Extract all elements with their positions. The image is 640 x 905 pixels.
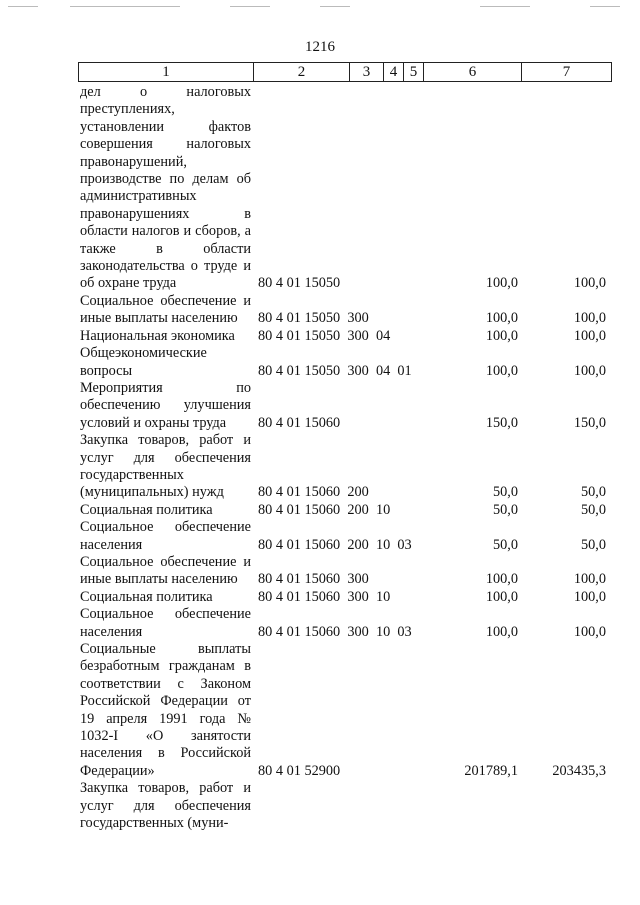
row-amount-col6: 100,0 xyxy=(485,571,518,588)
row-description: Закупка товаров, работ и услуг для обеспечения государственных (муниципальных) нужд xyxy=(80,432,251,501)
table-row xyxy=(0,502,640,519)
page-number: 1216 xyxy=(305,39,335,55)
row-budget-code: 80 4 01 15060 300 10 xyxy=(258,588,391,605)
row-budget-code: 80 4 01 15050 300 04 xyxy=(258,327,391,344)
row-budget-code: 80 4 01 15050 300 xyxy=(258,310,369,327)
row-amount-col7: 203435,3 xyxy=(552,762,606,779)
row-amount-col7: 50,0 xyxy=(580,536,606,553)
column-header-7: 7 xyxy=(521,63,611,81)
row-budget-code: 80 4 01 52900 xyxy=(258,762,341,779)
table-row xyxy=(0,606,640,641)
row-amount-col6: 50,0 xyxy=(492,484,518,501)
column-header-4: 4 xyxy=(383,63,403,81)
table-row xyxy=(0,432,640,502)
column-header-3: 3 xyxy=(349,63,383,81)
table-row xyxy=(0,780,640,832)
table-row xyxy=(0,554,640,589)
column-header-6: 6 xyxy=(423,63,521,81)
table-row xyxy=(0,589,640,606)
row-budget-code: 80 4 01 15060 200 10 xyxy=(258,501,391,518)
row-description: дел о налоговых преступлениях, установлении фактов совершения налоговых правонарушений, производстве по делам об административных правонарушениях в области налогов и сборов, а также в области законодательства о труде и об охране труда xyxy=(80,84,251,292)
row-amount-col6: 150,0 xyxy=(485,414,518,431)
row-amount-col7: 100,0 xyxy=(573,327,606,344)
table-row xyxy=(0,345,640,380)
row-amount-col6: 100,0 xyxy=(485,588,518,605)
row-amount-col7: 100,0 xyxy=(573,362,606,379)
row-amount-col6: 100,0 xyxy=(485,623,518,640)
row-amount-col7: 100,0 xyxy=(573,588,606,605)
row-budget-code: 80 4 01 15060 xyxy=(258,414,341,431)
row-amount-col6: 50,0 xyxy=(492,501,518,518)
row-description: Общеэкономические вопросы xyxy=(80,345,207,379)
row-amount-col6: 100,0 xyxy=(485,310,518,327)
row-budget-code: 80 4 01 15060 300 xyxy=(258,571,369,588)
row-budget-code: 80 4 01 15060 200 10 03 xyxy=(258,536,412,553)
row-budget-code: 80 4 01 15050 xyxy=(258,275,341,292)
row-amount-col7: 50,0 xyxy=(580,501,606,518)
row-amount-col7: 100,0 xyxy=(573,310,606,327)
row-description: Национальная экономика xyxy=(80,327,235,344)
row-budget-code: 80 4 01 15050 300 04 01 xyxy=(258,362,412,379)
row-description: Социальная политика xyxy=(80,588,213,605)
table-row xyxy=(0,519,640,554)
column-header-2: 2 xyxy=(253,63,349,81)
row-budget-code: 80 4 01 15060 200 xyxy=(258,484,369,501)
table-row xyxy=(0,641,640,780)
column-header-1: 1 xyxy=(162,64,170,80)
row-description: Социальная политика xyxy=(80,501,213,518)
table-row xyxy=(0,380,640,432)
row-amount-col6: 100,0 xyxy=(485,275,518,292)
row-amount-col7: 100,0 xyxy=(573,571,606,588)
scan-artifacts xyxy=(0,0,640,20)
row-amount-col7: 50,0 xyxy=(580,484,606,501)
row-description: Социальное обеспечение населения xyxy=(80,519,251,553)
row-amount-col7: 100,0 xyxy=(573,623,606,640)
table-row xyxy=(0,84,640,293)
row-amount-col7: 150,0 xyxy=(573,414,606,431)
table-row xyxy=(0,328,640,345)
row-amount-col7: 100,0 xyxy=(573,275,606,292)
row-amount-col6: 100,0 xyxy=(485,327,518,344)
table-header xyxy=(78,62,612,82)
row-budget-code: 80 4 01 15060 300 10 03 xyxy=(258,623,412,640)
row-amount-col6: 50,0 xyxy=(492,536,518,553)
row-description: Социальное обеспечение населения xyxy=(80,606,251,640)
row-description: Социальное обеспечение и иные выплаты населению xyxy=(80,553,251,588)
row-amount-col6: 100,0 xyxy=(485,362,518,379)
row-description: Социальное обеспечение и иные выплаты населению xyxy=(80,292,251,327)
budget-table-body xyxy=(0,84,640,832)
row-description: Социальные выплаты безработным гражданам в соответствии с Законом Российской Федерации от 19 апреля 1991 года № 1032-I «О занятости населения в Российской Федерации» xyxy=(80,641,251,779)
row-description: Закупка товаров, работ и услуг для обеспечения государственных (муни- xyxy=(80,780,251,832)
row-description: Мероприятия по обеспечению улучшения условий и охраны труда xyxy=(80,379,251,431)
row-amount-col6: 201789,1 xyxy=(464,762,518,779)
column-header-5: 5 xyxy=(403,63,423,81)
table-row xyxy=(0,293,640,328)
